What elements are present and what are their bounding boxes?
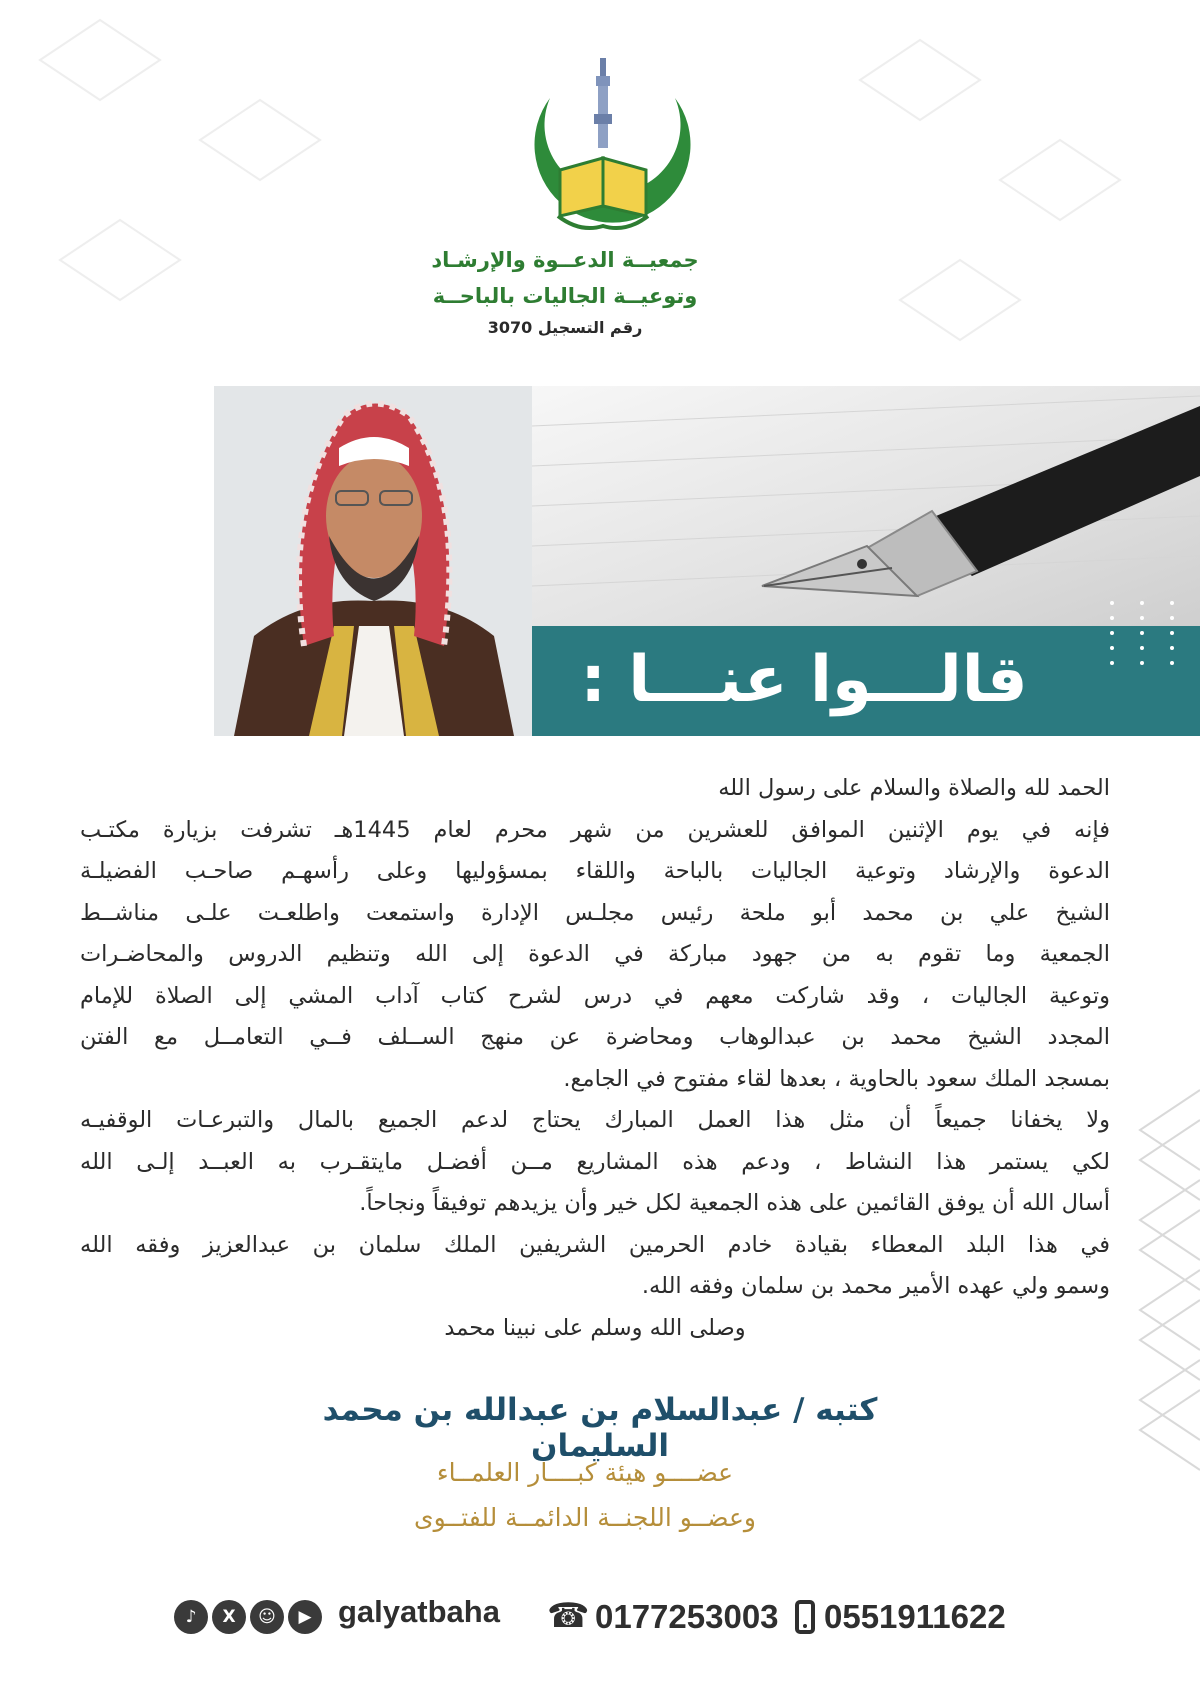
portrait-photo [214, 386, 532, 736]
letter-line: أسال الله أن يوفق القائمين على هذه الجمعية لكل خير وأن يزيدهم توفيقاً ونجاحاً. [359, 1190, 1110, 1216]
dots-decoration [1102, 598, 1182, 668]
letter-line: ولا يخفانا جميعاً أن مثل هذا العمل المبارك يحتاج لدعم الجميع بالمال والتبرعـات الوقفيـه [80, 1107, 1110, 1133]
chevron-decoration [1120, 1080, 1200, 1500]
contact-footer [0, 1592, 1200, 1652]
registration-number: رقم التسجيل 3070 [487, 318, 643, 337]
tiktok-icon[interactable]: ♪ [174, 1600, 208, 1634]
letter-line: بمسجد الملك سعود بالحاوية ، بعدها لقاء مفتوح في الجامع. [563, 1065, 1110, 1092]
letter-line: المجدد الشيخ محمد بن عبدالوهاب ومحاضرة عن منهج الســلف فــي التعامــل مع الفتن [80, 1024, 1110, 1050]
snapchat-icon[interactable]: ☺ [250, 1600, 284, 1634]
pen-photo [532, 386, 1200, 626]
phone-number[interactable]: 0177253003 [595, 1598, 779, 1635]
banner [214, 386, 1200, 736]
letter-line: لكي يستمر هذا النشاط ، ودعم هذه المشاريع مــن أفضـل مايتقـرب به العبــد إلـى الله [80, 1148, 1110, 1175]
letter-closing: وصلى الله وسلم على نبينا محمد [444, 1314, 746, 1341]
organization-logo [520, 58, 695, 243]
mobile-phone-icon [795, 1600, 815, 1634]
organization-name-line2: وتوعيــة الجاليات بالباحــة [432, 284, 698, 308]
telephone-icon: ☎ [547, 1596, 590, 1636]
letter-line: في هذا البلد المعطاء بقيادة خادم الحرمين الشريفين الملك سلمان بن عبدالعزيز وفقه الله [80, 1231, 1110, 1258]
letter-line: الدعوة والإرشاد وتوعية الجاليات بالباحة واللقاء بمسؤوليها وعلى رأسهـم صاحـب الفضيلـة [80, 858, 1110, 884]
social-handle[interactable]: galyatbaha [338, 1594, 500, 1629]
x-icon[interactable]: X [212, 1600, 246, 1634]
letter-line: وتوعية الجاليات ، وقد شاركت معهم في درس لشرح كتاب آداب المشي إلى الصلاة للإمام [80, 982, 1110, 1009]
letter-line: الشيخ علي بن محمد أبو ملحة رئيس مجلـس الإدارة واستمعت واطلعـت علـى مناشــط [80, 899, 1110, 926]
youtube-icon[interactable]: ▶ [288, 1600, 322, 1634]
letter-line: وسمو ولي عهده الأمير محمد بن سلمان وفقه الله. [641, 1273, 1110, 1299]
banner-title: قالـــوا عنـــا : [580, 643, 1028, 717]
signature-role-2: وعضــو اللجنــة الدائمــة للفتــوى [414, 1503, 756, 1532]
organization-name-line1: جمعيــة الدعــوة والإرشـاد [431, 248, 699, 272]
letter-line: الحمد لله والصلاة والسلام على رسول الله [718, 775, 1110, 801]
letter-body [80, 768, 1110, 1349]
signature-role-1: عضــــو هيئة كبــــار العلمــاء [436, 1458, 734, 1487]
signature-name: كتبه / عبدالسلام بن عبدالله بن محمد السليمان [322, 1392, 878, 1464]
letter-line: فإنه في يوم الإثنين الموافق للعشرين من شهر محرم لعام 1445هـ تشرفت بزيارة مكتـب [80, 816, 1110, 843]
mobile-number[interactable]: 0551911622 [824, 1598, 1006, 1635]
letter-line: الجمعية وما تقوم به من جهود مباركة في الدعوة إلى الله وتنظيم الدروس والمحاضـرات [80, 941, 1110, 967]
